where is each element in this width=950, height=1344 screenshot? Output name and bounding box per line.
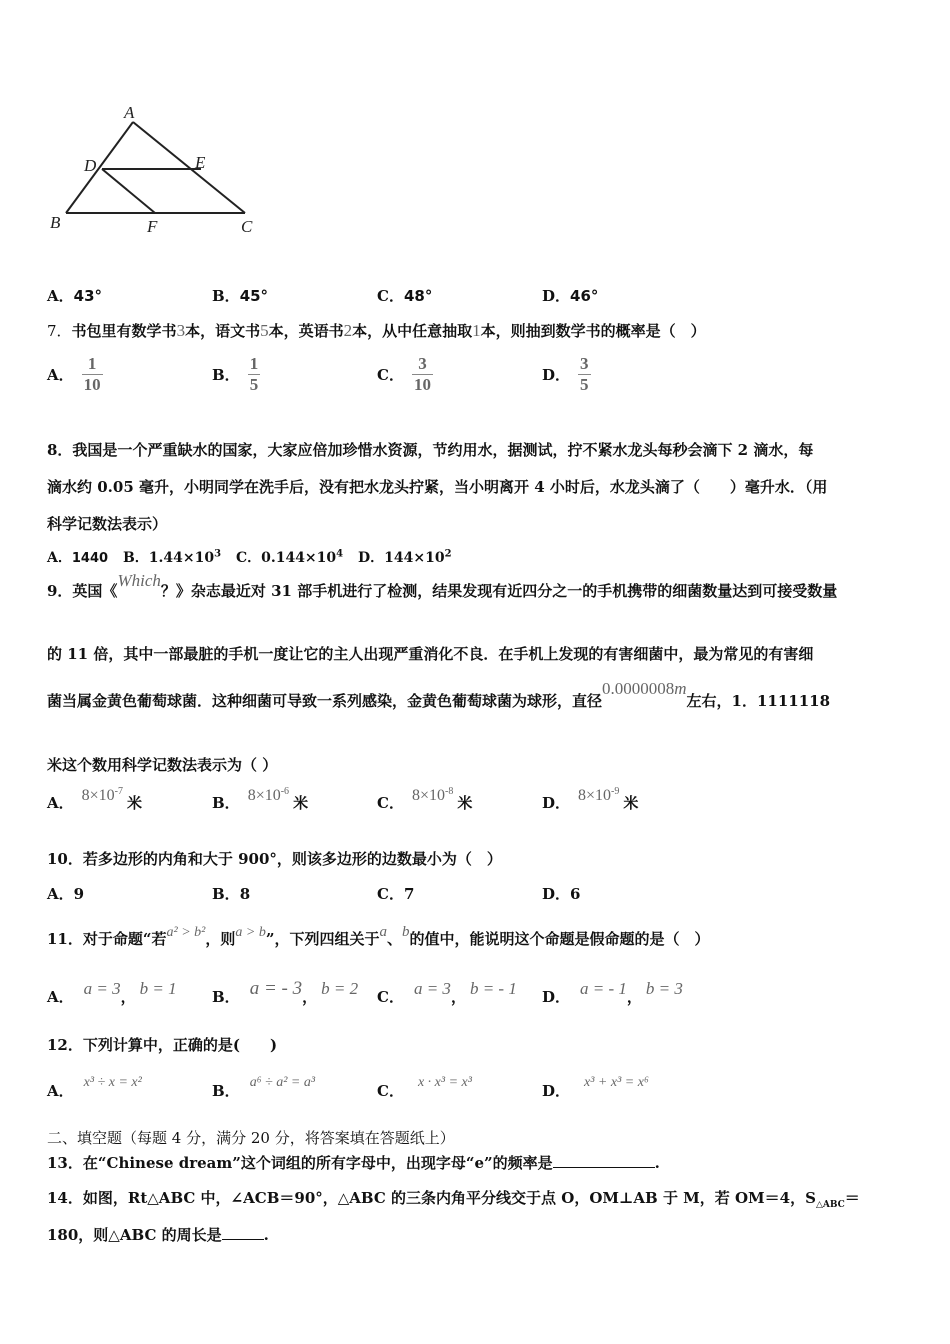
q8-line1: 8．我国是一个严重缺水的国家，大家应倍加珍惜水资源，节约用水，据测试，拧不紧水龙头每秒会滴下 2 滴水，每 xyxy=(47,441,814,459)
q7-option-c[interactable]: C． $\frac{3}{10}$ xyxy=(377,354,431,394)
q11-stem: 11．对于命题“若a² > b²，则a > b”，下列四组关于a、b的值中，能说明这个命题是假命题的是（ ） xyxy=(47,924,710,948)
q9-option-d[interactable]: D． $8\times 10^{-9}$米 xyxy=(542,786,639,812)
q9-option-a[interactable]: A． $8\times 10^{-7}$米 xyxy=(47,786,143,812)
q9-line3: 菌当属金黄色葡萄球菌．这种细菌可导致一系列感染，金黄色葡萄球菌为球形，直径0.0000008m左右，1．1111118 xyxy=(47,679,831,710)
q10-option-d[interactable]: D．6 xyxy=(542,885,581,903)
q12-stem: 12．下列计算中，正确的是( ) xyxy=(47,1036,278,1054)
q14-line2: 180，则△ABC 的周长是 . xyxy=(47,1226,269,1244)
q8-option-b[interactable]: B．$1.44\times 10^3$ xyxy=(122,548,222,566)
q6-option-d[interactable]: D．46° xyxy=(542,287,599,305)
q7-option-a[interactable]: A． $\frac{1}{10}$ xyxy=(47,354,101,394)
q8-option-d[interactable]: D．$144\times 10^2$ xyxy=(358,548,452,566)
q10-option-c[interactable]: C．7 xyxy=(377,885,415,903)
label-c: C xyxy=(241,217,253,236)
label-a: A xyxy=(124,103,135,122)
q7-stem: 7．书包里有数学书3本，语文书5本，英语书2本，从中任意抽取1本，则抽到数学书的概率是（ ） xyxy=(47,321,706,340)
q8-option-c[interactable]: C．$0.144\times 10^4$ xyxy=(235,548,344,566)
q9-line4: 米这个数用科学记数法表示为（ ） xyxy=(47,756,278,774)
q11-option-d[interactable]: D． a = - 1， b = 3 xyxy=(542,979,683,1006)
q8-line3: 科学记数法表示） xyxy=(47,515,168,533)
q8-option-a[interactable]: A．1440 xyxy=(47,550,109,566)
q6-option-c[interactable]: C．48° xyxy=(377,287,433,305)
triangle-figure xyxy=(40,98,270,243)
q7-option-d[interactable]: D． $\frac{3}{5}$ xyxy=(542,354,589,394)
q13-text: 13．在“Chinese dream”这个词组的所有字母中，出现字母“e”的频率是 . xyxy=(47,1154,660,1172)
section-2-title: 二、填空题（每题 4 分，满分 20 分，将答案填在答题纸上） xyxy=(47,1129,455,1147)
q12-option-a[interactable]: A． x³ ÷ x = x² xyxy=(47,1075,142,1100)
q12-option-c[interactable]: C． x · x³ = x³ xyxy=(377,1075,472,1100)
label-b: B xyxy=(50,213,61,232)
q9-line1: 9．英国《Which？》杂志最近对 31 部手机进行了检测，结果发现有近四分之一的手机携带的细菌数量达到可接受数量 xyxy=(47,571,838,600)
q10-option-b[interactable]: B．8 xyxy=(212,885,251,903)
q11-option-c[interactable]: C． a = 3， b = - 1 xyxy=(377,979,517,1006)
q9-option-b[interactable]: B． $8\times 10^{-6}$米 xyxy=(212,786,309,812)
q10-option-a[interactable]: A．9 xyxy=(47,885,85,903)
q9-line2: 的 11 倍，其中一部最脏的手机一度让它的主人出现严重消化不良．在手机上发现的有害细菌中，最为常见的有害细 xyxy=(47,645,814,663)
q12-option-d[interactable]: D． x³ + x³ = x⁶ xyxy=(542,1075,649,1100)
label-d: D xyxy=(84,156,97,175)
q13-answer-blank[interactable] xyxy=(553,1153,655,1168)
q6-option-a[interactable]: A．43° xyxy=(47,287,103,305)
q14-answer-blank[interactable] xyxy=(222,1225,264,1240)
q11-option-a[interactable]: A． a = 3， b = 1 xyxy=(47,979,177,1006)
q8-options xyxy=(47,547,452,567)
q14-line1: 14．如图，Rt△ABC 中，∠ACB＝90°，△ABC 的三条内角平分线交于点 O，OM⊥AB 于 M，若 OM＝4，$S_{\triangle ABC}=$ xyxy=(47,1189,860,1210)
label-f: F xyxy=(147,217,158,236)
q6-option-b[interactable]: B．45° xyxy=(212,287,269,305)
q8-line2: 滴水约 0.05 毫升，小明同学在洗手后，没有把水龙头拧紧，当小明离开 4 小时后，水龙头滴了（ ）毫升水．（用 xyxy=(47,478,828,496)
label-e: E xyxy=(195,153,206,172)
q10-stem: 10．若多边形的内角和大于 900°，则该多边形的边数最小为（ ） xyxy=(47,850,502,868)
q7-option-b[interactable]: B． $\frac{1}{5}$ xyxy=(212,354,259,394)
q11-option-b[interactable]: B． a = - 3， b = 2 xyxy=(212,978,359,1006)
q9-option-c[interactable]: C． $8\times 10^{-8}$米 xyxy=(377,786,473,812)
q12-option-b[interactable]: B． a⁶ ÷ a² = a³ xyxy=(212,1075,316,1100)
